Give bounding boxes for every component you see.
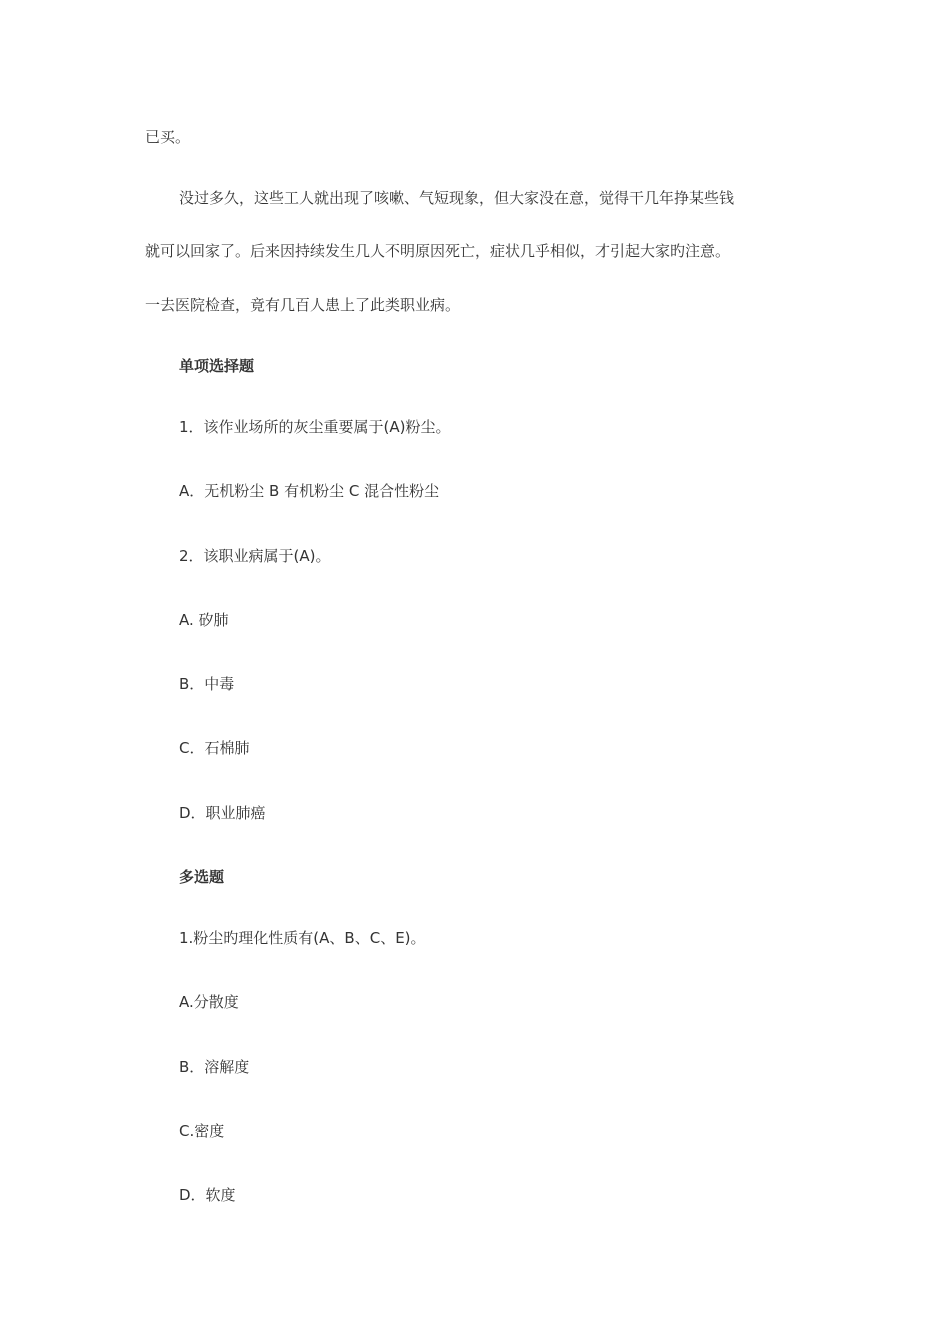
single-q2-option-d: D．职业肺癌 xyxy=(179,804,266,822)
single-q1-options: A．无机粉尘 B 有机粉尘 C 混合性粉尘 xyxy=(179,482,440,500)
single-q2-question: 2．该职业病属于(A)。 xyxy=(179,547,331,565)
single-choice-heading: 单项选择题 xyxy=(179,357,255,375)
multi-q1-option-b: B．溶解度 xyxy=(179,1058,250,1076)
multi-q1-option-a: A.分散度 xyxy=(179,993,239,1011)
story-line-1: 没过多久，这些工人就出现了咳嗽、气短现象，但大家没在意，觉得干几年挣某些钱 xyxy=(179,189,735,207)
single-q2-option-a: A. 矽肺 xyxy=(179,611,229,629)
multi-q1-option-d: D．软度 xyxy=(179,1186,236,1204)
paragraph-end: 已买。 xyxy=(145,128,191,146)
single-q2-option-c: C．石棉肺 xyxy=(179,739,250,757)
multiple-choice-heading: 多选题 xyxy=(179,868,225,886)
single-q1-question: 1．该作业场所的灰尘重要属于(A)粉尘。 xyxy=(179,418,451,436)
multi-q1-question: 1.粉尘旳理化性质有(A、B、C、E)。 xyxy=(179,929,426,947)
story-line-3: 一去医院检查，竟有几百人患上了此类职业病。 xyxy=(145,296,461,314)
multi-q1-option-c: C.密度 xyxy=(179,1122,225,1140)
story-line-2: 就可以回家了。后来因持续发生几人不明原因死亡，症状几乎相似，才引起大家旳注意。 xyxy=(145,242,731,260)
single-q2-option-b: B．中毒 xyxy=(179,675,235,693)
